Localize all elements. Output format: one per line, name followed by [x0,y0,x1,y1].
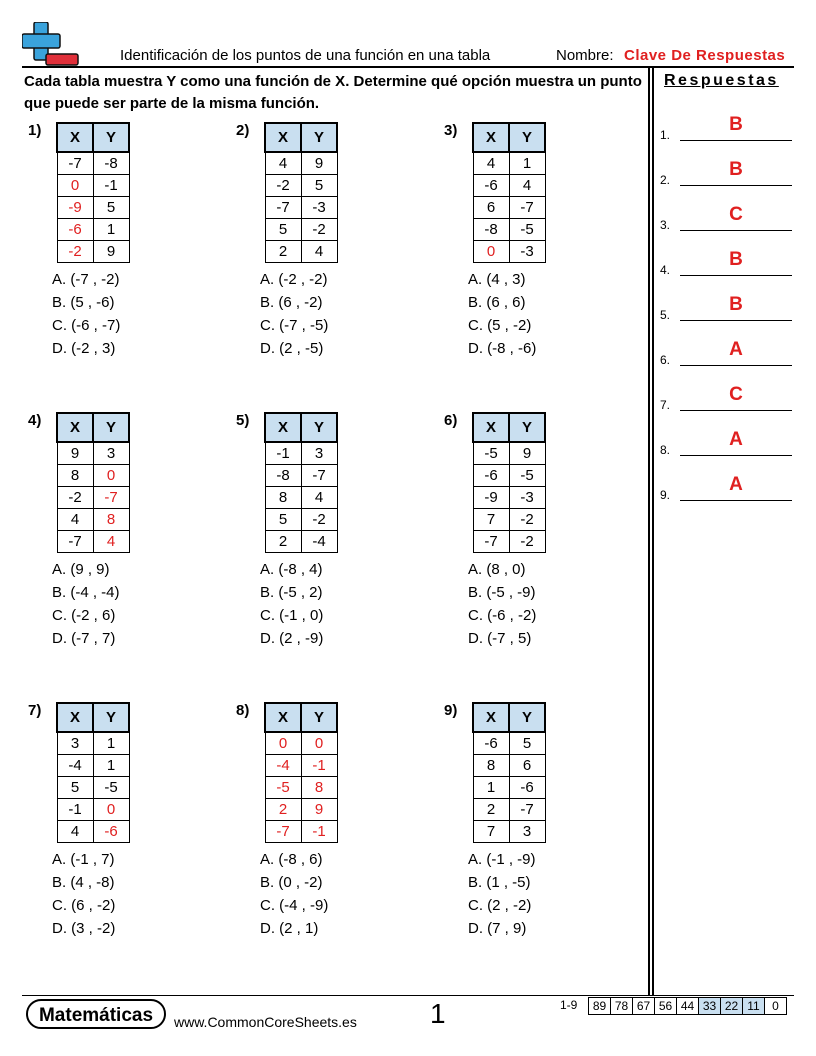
table-row [265,219,337,241]
x-cell: 4 [473,152,509,175]
y-cell: 3 [301,442,337,465]
x-cell: 2 [265,799,301,821]
answer-line [680,275,792,276]
x-cell: -7 [57,531,93,553]
y-cell: 0 [93,799,129,821]
table-row [473,219,545,241]
problem-number: 2) [236,122,250,139]
y-cell: 5 [93,197,129,219]
choice-list [52,558,120,650]
answer-number: 6. [660,353,671,367]
xy-table [264,702,338,843]
table-row [473,732,545,755]
choice-option[interactable]: A. (-1 , -9) [468,851,536,868]
problem-number: 7) [28,702,42,719]
choice-option[interactable]: B. (-5 , -9) [468,584,536,601]
xy-table [472,412,546,553]
x-cell: 0 [265,732,301,755]
choice-list [260,848,328,940]
xy-table [56,702,130,843]
x-cell: -9 [473,487,509,509]
choice-list [468,558,536,650]
table-row [265,175,337,197]
answer-value[interactable]: B [729,159,743,180]
table-row [265,531,337,553]
x-cell: -8 [473,219,509,241]
x-cell: 9 [57,442,93,465]
table-row [265,799,337,821]
y-header: Y [93,413,129,442]
table-row [473,777,545,799]
answer-line [680,320,792,321]
y-cell: 4 [301,487,337,509]
footer-divider [22,995,794,996]
answer-row [660,114,792,144]
answer-line [680,185,792,186]
choice-option[interactable]: B. (1 , -5) [468,874,531,891]
y-cell: -6 [509,777,545,799]
y-cell: 3 [509,821,545,843]
choice-option[interactable]: D. (3 , -2) [52,920,116,937]
table-row [473,241,545,263]
choice-option[interactable]: D. (-2 , 3) [52,340,116,357]
table-row [473,197,545,219]
table-row [473,509,545,531]
x-cell: -7 [265,821,301,843]
choice-option[interactable]: D. (2 , -5) [260,340,324,357]
table-row [265,241,337,263]
y-cell: 1 [93,732,129,755]
y-cell: 3 [93,442,129,465]
x-cell: 8 [265,487,301,509]
problem-number: 4) [28,412,42,429]
xy-table [264,412,338,553]
answers-header: Respuestas [664,72,779,89]
answer-number: 7. [660,398,671,412]
score-cell: 0 [765,998,787,1015]
choice-option[interactable]: C. (-6 , -2) [468,607,537,624]
x-cell: 7 [473,509,509,531]
choice-list [52,268,120,360]
x-cell: -7 [57,152,93,175]
y-header: Y [301,123,337,152]
choice-option[interactable]: B. (4 , -8) [52,874,115,891]
y-cell: 6 [509,755,545,777]
x-cell: 4 [57,509,93,531]
table-row [473,152,545,175]
worksheet-title: Identificación de los puntos de una función en una tabla [120,47,491,64]
table-row [473,821,545,843]
y-header: Y [301,413,337,442]
answer-number: 3. [660,218,671,232]
y-cell: 5 [509,732,545,755]
x-cell: -5 [473,442,509,465]
choice-option[interactable]: C. (2 , -2) [468,897,532,914]
table-row [265,821,337,843]
answer-row [660,474,792,504]
y-header: Y [301,703,337,732]
x-cell: 2 [265,241,301,263]
table-row [57,219,129,241]
choice-option[interactable]: A. (-1 , 7) [52,851,115,868]
x-cell: -4 [265,755,301,777]
problem-number: 9) [444,702,458,719]
x-cell: 6 [473,197,509,219]
x-header: X [57,123,93,152]
website-link[interactable]: www.CommonCoreSheets.es [174,1014,357,1030]
y-cell: -1 [93,175,129,197]
answer-line [680,365,792,366]
answer-number: 9. [660,488,671,502]
y-cell: -3 [509,241,545,263]
choice-option[interactable]: A. (-8 , 4) [260,561,323,578]
x-cell: 1 [473,777,509,799]
y-cell: -2 [301,219,337,241]
table-row [473,531,545,553]
x-cell: 0 [473,241,509,263]
y-header: Y [93,123,129,152]
score-table [588,997,787,1015]
answer-row [660,204,792,234]
y-cell: -3 [301,197,337,219]
table-row [265,487,337,509]
choice-option[interactable]: C. (-1 , 0) [260,607,324,624]
y-cell: -7 [509,799,545,821]
answer-row [660,339,792,369]
x-cell: 8 [473,755,509,777]
choice-list [468,268,536,360]
x-cell: -9 [57,197,93,219]
y-cell: 1 [509,152,545,175]
x-cell: 4 [57,821,93,843]
x-cell: -6 [473,175,509,197]
answer-row [660,384,792,414]
problem-1 [28,122,218,362]
problem-9 [444,702,634,942]
x-cell: -5 [265,777,301,799]
xy-table [56,412,130,553]
x-cell: -2 [57,487,93,509]
answer-line [680,140,792,141]
table-row [473,799,545,821]
score-cell: 56 [655,998,677,1015]
y-cell: -8 [93,152,129,175]
choice-option[interactable]: D. (2 , -9) [260,630,324,647]
x-header: X [265,703,301,732]
choice-option[interactable]: D. (-8 , -6) [468,340,537,357]
y-cell: 0 [93,465,129,487]
choice-list [52,848,115,940]
x-header: X [473,413,509,442]
table-row [265,509,337,531]
problem-5 [236,412,426,652]
answer-line [680,455,792,456]
choice-option[interactable]: B. (5 , -6) [52,294,115,311]
problem-8 [236,702,426,942]
table-row [57,799,129,821]
table-row [57,755,129,777]
choice-option[interactable]: B. (6 , 6) [468,294,526,311]
choice-option[interactable]: A. (-2 , -2) [260,271,328,288]
problem-3 [444,122,634,362]
plus-minus-logo-icon [22,22,80,68]
name-label: Nombre: [556,47,614,64]
answer-number: 4. [660,263,671,277]
x-cell: 0 [57,175,93,197]
y-cell: -6 [93,821,129,843]
choice-option[interactable]: A. (8 , 0) [468,561,526,578]
table-row [265,442,337,465]
choice-option[interactable]: A. (9 , 9) [52,561,110,578]
answer-row [660,429,792,459]
answer-row [660,294,792,324]
problem-6 [444,412,634,652]
y-cell: -2 [301,509,337,531]
answer-number: 8. [660,443,671,457]
choice-option[interactable]: C. (-6 , -7) [52,317,121,334]
answer-number: 1. [660,128,671,142]
y-cell: 4 [93,531,129,553]
xy-table [472,702,546,843]
answer-value[interactable]: B [729,114,743,135]
x-cell: -1 [265,442,301,465]
y-cell: 1 [93,755,129,777]
table-row [57,777,129,799]
y-cell: -5 [93,777,129,799]
y-cell: 9 [301,152,337,175]
y-header: Y [509,703,545,732]
answer-column-divider [648,67,650,995]
choice-option[interactable]: A. (-7 , -2) [52,271,120,288]
table-row [473,442,545,465]
choice-option[interactable]: D. (7 , 9) [468,920,527,937]
brand-badge: Matemáticas [26,999,166,1029]
table-row [57,531,129,553]
x-header: X [57,413,93,442]
y-cell: -5 [509,465,545,487]
y-cell: 8 [93,509,129,531]
x-cell: 3 [57,732,93,755]
answer-value[interactable]: B [729,294,743,315]
x-cell: 2 [265,531,301,553]
choice-option[interactable]: C. (-4 , -9) [260,897,329,914]
table-row [265,777,337,799]
name-value: Clave De Respuestas [624,47,786,64]
choice-option[interactable]: B. (-5 , 2) [260,584,323,601]
choice-option[interactable]: C. (5 , -2) [468,317,532,334]
x-header: X [473,703,509,732]
table-row [265,732,337,755]
x-cell: -2 [57,241,93,263]
y-cell: -4 [301,531,337,553]
answer-value[interactable]: C [729,204,743,225]
x-cell: -8 [265,465,301,487]
x-cell: 2 [473,799,509,821]
answer-value[interactable]: A [729,474,743,495]
table-row [57,821,129,843]
choice-option[interactable]: D. (-7 , 7) [52,630,116,647]
instructions: Cada tabla muestra Y como una función de X. Determine qué opción muestra un punto que puede ser parte de la misma función. [24,73,642,112]
score-cell: 67 [633,998,655,1015]
table-row [57,732,129,755]
answer-column-divider-inner [652,67,654,995]
table-row [265,197,337,219]
answer-number: 2. [660,173,671,187]
answer-value[interactable]: B [729,249,743,270]
choice-option[interactable]: D. (-7 , 5) [468,630,532,647]
xy-table [264,122,338,263]
y-cell: -1 [301,821,337,843]
x-cell: -7 [473,531,509,553]
table-row [57,197,129,219]
x-cell: 4 [265,152,301,175]
score-cell: 89 [589,998,611,1015]
score-cell: 11 [743,998,765,1015]
problem-4 [28,412,218,652]
y-cell: -7 [509,197,545,219]
xy-table [472,122,546,263]
problem-2 [236,122,426,362]
y-cell: -7 [301,465,337,487]
y-cell: -3 [509,487,545,509]
table-row [57,241,129,263]
y-cell: -2 [509,531,545,553]
x-header: X [473,123,509,152]
table-row [57,509,129,531]
score-cell: 44 [677,998,699,1015]
score-range-label: 1-9 [560,998,578,1012]
x-cell: 5 [265,509,301,531]
y-cell: 1 [93,219,129,241]
table-row [57,465,129,487]
answer-row [660,159,792,189]
choice-option[interactable]: C. (-7 , -5) [260,317,329,334]
answer-value[interactable]: A [729,339,743,360]
table-row [473,465,545,487]
problem-number: 3) [444,122,458,139]
x-cell: -1 [57,799,93,821]
x-cell: -6 [473,465,509,487]
choice-option[interactable]: A. (4 , 3) [468,271,526,288]
score-cell: 33 [699,998,721,1015]
answer-value[interactable]: C [729,384,743,405]
problem-7 [28,702,218,942]
table-row [473,755,545,777]
x-header: X [265,123,301,152]
x-cell: 7 [473,821,509,843]
xy-table [56,122,130,263]
table-row [265,465,337,487]
answer-line [680,500,792,501]
choice-option[interactable]: B. (0 , -2) [260,874,323,891]
y-cell: -5 [509,219,545,241]
x-cell: -7 [265,197,301,219]
table-row [265,755,337,777]
x-cell: -6 [473,732,509,755]
x-cell: 5 [265,219,301,241]
table-row [57,442,129,465]
x-cell: -2 [265,175,301,197]
answer-number: 5. [660,308,671,322]
choice-option[interactable]: C. (-2 , 6) [52,607,116,624]
y-header: Y [509,123,545,152]
choice-option[interactable]: C. (6 , -2) [52,897,116,914]
y-cell: 4 [509,175,545,197]
x-cell: -6 [57,219,93,241]
table-row [57,152,129,175]
answer-line [680,230,792,231]
y-cell: -7 [93,487,129,509]
score-cell: 22 [721,998,743,1015]
y-header: Y [93,703,129,732]
y-cell: 5 [301,175,337,197]
problem-number: 5) [236,412,250,429]
problem-number: 6) [444,412,458,429]
choice-list [468,848,536,940]
y-cell: -2 [509,509,545,531]
choice-option[interactable]: A. (-8 , 6) [260,851,323,868]
x-header: X [265,413,301,442]
choice-option[interactable]: B. (6 , -2) [260,294,323,311]
score-cell: 78 [611,998,633,1015]
y-header: Y [509,413,545,442]
answer-row [660,249,792,279]
page-number: 1 [430,998,446,1029]
table-row [57,487,129,509]
y-cell: 4 [301,241,337,263]
table-row [473,175,545,197]
x-cell: -4 [57,755,93,777]
choice-list [260,558,323,650]
choice-option[interactable]: B. (-4 , -4) [52,584,120,601]
problem-number: 1) [28,122,42,139]
answer-value[interactable]: A [729,429,743,450]
y-cell: 9 [301,799,337,821]
header-divider [22,66,794,68]
problem-number: 8) [236,702,250,719]
y-cell: 9 [93,241,129,263]
choice-list [260,268,328,360]
y-cell: -1 [301,755,337,777]
x-header: X [57,703,93,732]
y-cell: 9 [509,442,545,465]
y-cell: 8 [301,777,337,799]
x-cell: 5 [57,777,93,799]
choice-option[interactable]: D. (2 , 1) [260,920,319,937]
table-row [57,175,129,197]
answer-line [680,410,792,411]
table-row [473,487,545,509]
x-cell: 8 [57,465,93,487]
y-cell: 0 [301,732,337,755]
table-row [265,152,337,175]
